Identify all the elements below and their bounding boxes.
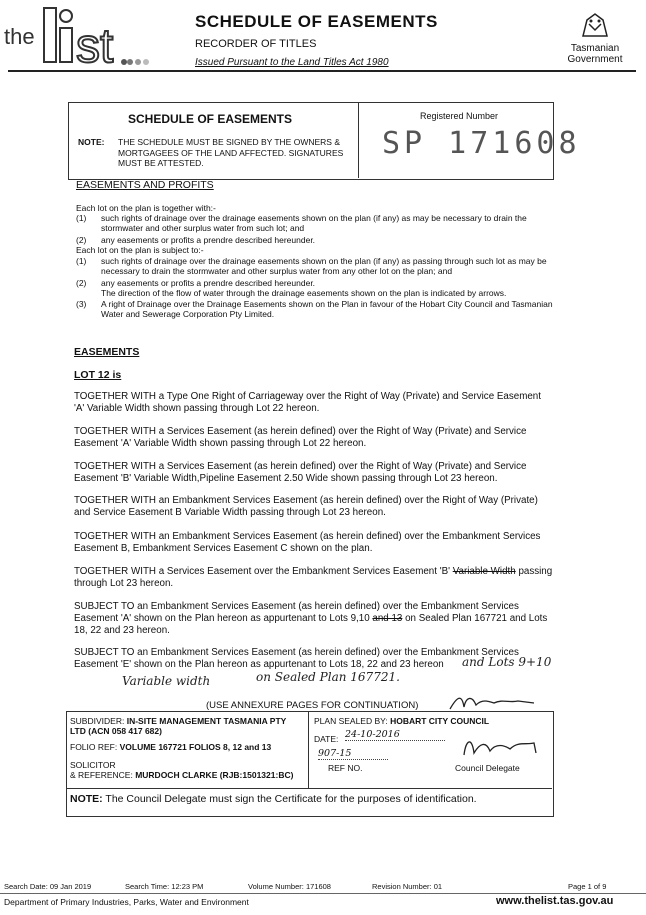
together-num-2: (2) [76, 235, 87, 245]
gov-line-1: Tasmanian [570, 43, 620, 54]
solicitor-label: SOLICITOR [70, 760, 116, 770]
direction-note: The direction of the flow of water through the drainage easements shown on the plan is indicated by arrows. [101, 288, 507, 298]
subject-num-2: (2) [76, 278, 87, 288]
handwritten-lots: and Lots 9+10 [462, 655, 552, 669]
date-label: DATE: [314, 734, 339, 744]
paragraph-6-a: TOGETHER WITH a Services Easement over the Embankment Services Easement 'B' [74, 566, 450, 577]
gov-line-2: Government [567, 54, 623, 65]
thelist-logo [4, 6, 154, 68]
easements-heading: EASEMENTS [74, 346, 140, 358]
ref-value: 907-15 [318, 748, 388, 760]
reference-label: & REFERENCE: [70, 770, 133, 780]
paragraph-7-strike: and 13 [372, 613, 403, 624]
note-label: NOTE: [78, 137, 105, 147]
folio-value: VOLUME 167721 FOLIOS 8, 12 and 13 [119, 742, 272, 752]
paragraph-7-b: on Sealed Plan 167721 and Lots 18, 22 and 23 hereon. [74, 613, 548, 636]
together-intro: Each lot on the plan is together with:- [76, 203, 216, 213]
paragraph-6-b: passing through Lot 23 hereon. [74, 566, 553, 589]
header-office: RECORDER OF TITLES [195, 38, 317, 50]
search-time: Search Time: 12:23 PM [125, 882, 204, 891]
header-title: SCHEDULE OF EASEMENTS [195, 12, 438, 31]
together-num-1: (1) [76, 213, 87, 223]
header-divider [8, 70, 636, 72]
together-item-1: such rights of drainage over the drainage easements shown on the plan (if any) as may be necessary to drain the stormwater and other surplus water from such lot; and [101, 213, 527, 233]
paragraph-8-line-2: Easement 'E' shown on the Plan hereon as appurtenant to Lots 18, 22 and 23 hereon [74, 659, 444, 670]
paragraph-4: TOGETHER WITH an Embankment Services Easement (as herein defined) over the Right of Way (Private) and Service Easement B Variable Width passing through Lot 23 hereon. [74, 495, 538, 518]
tasmanian-devil-icon [575, 10, 615, 40]
easements-profits-heading: EASEMENTS AND PROFITS [76, 179, 214, 191]
plan-sealed-block [314, 716, 550, 726]
item3-text: A right of Drainage over the Drainage Easements shown on the Plan in favour of the Hobart City Council and Tasmanian Water and Sewerage Corporation Pty Limited. [101, 299, 553, 319]
website-link[interactable]: www.thelist.tas.gov.au [496, 895, 614, 907]
item3-num: (3) [76, 299, 87, 309]
subdivider-value: IN-SITE MANAGEMENT TASMANIA PTY LTD (ACN 058 417 682) [70, 716, 287, 736]
paragraph-8-line-1: SUBJECT TO an Embankment Services Easement (as herein defined) over the Embankment Services [74, 647, 519, 658]
council-delegate-signature [460, 735, 540, 759]
volume-number: Volume Number: 171608 [248, 882, 331, 891]
panel-note [70, 793, 477, 805]
owner-signature [448, 693, 538, 713]
paragraph-3: TOGETHER WITH a Services Easement (as herein defined) over the Right of Way (Private) and Service Easement 'B' Variable Width,Pipeline Easement 2.50 Wide shown passing through Lot 23 hereon. [74, 461, 527, 484]
plan-sealed-value: HOBART CITY COUNCIL [390, 716, 490, 726]
continuation-note: (USE ANNEXURE PAGES FOR CONTINUATION) [206, 700, 419, 711]
subdivider-label: SUBDIVIDER: [70, 716, 125, 726]
subject-item-1: such rights of drainage over the drainage easements shown on the plan (if any) as passing through such lot as may be necessary to drain the stormwater and other surplus water from any other lot on the plan; and [101, 256, 547, 276]
delegate-label: Council Delegate [455, 763, 520, 773]
panel-note-divider [66, 788, 552, 789]
paragraph-5: TOGETHER WITH an Embankment Services Easement (as herein defined) over the Embankment Services Easement B, Embankment Services Easement C shown on the plan. [74, 531, 541, 554]
date-value: 24-10-2016 [345, 729, 445, 741]
box-divider [358, 102, 359, 178]
paragraph-1: TOGETHER WITH a Type One Right of Carriageway over the Right of Way (Private) and Service Easement 'A' Variable Width shown passing through Lot 22 hereon. [74, 391, 541, 414]
department: Department of Primary Industries, Parks, Water and Environment [4, 897, 249, 907]
together-item-2: any easements or profits a prendre described hereunder. [101, 235, 316, 245]
registered-label: Registered Number [420, 111, 499, 121]
panel-note-text: The Council Delegate must sign the Certificate for the purposes of identification. [105, 793, 477, 805]
subject-item-2: any easements or profits a prendre described hereunder. [101, 278, 316, 288]
folio-label: FOLIO REF: [70, 742, 118, 752]
lot-heading: LOT 12 is [74, 369, 122, 381]
paragraph-6-strike: Variable Width [452, 566, 516, 577]
reference-value: MURDOCH CLARKE (RJB:1501321:BC) [135, 770, 294, 780]
panel-note-label: NOTE: [70, 793, 103, 805]
handwritten-sealed-plan: on Sealed Plan 167721. [256, 670, 400, 684]
svg-text:st: st [76, 20, 114, 68]
footer-divider [0, 893, 646, 894]
note-text: THE SCHEDULE MUST BE SIGNED BY THE OWNERS & MORTGAGEES OF THE LAND AFFECTED. SIGNATURES MUST BE ATTESTED. [118, 137, 344, 168]
doc-title: SCHEDULE OF EASEMENTS [128, 112, 293, 126]
folio-block [70, 742, 306, 752]
paragraph-7-a: SUBJECT TO an Embankment Services Easement (as herein defined) over the Embankment Services Easement 'A' shown on the Plan hereon as appurtenant to Lots 9,10 [74, 601, 519, 624]
panel-divider [308, 711, 309, 788]
revision-number: Revision Number: 01 [372, 882, 443, 891]
subject-intro: Each lot on the plan is subject to:- [76, 245, 204, 255]
page-number: Page 1 of 9 [568, 882, 607, 891]
ref-label: REF NO. [328, 763, 363, 773]
paragraph-2: TOGETHER WITH a Services Easement (as herein defined) over the Right of Way (Private) and Service Easement 'A' Variable Width shown passing through Lot 22 hereon. [74, 426, 527, 449]
subdivider-block [70, 716, 302, 736]
plan-sealed-label: PLAN SEALED BY: [314, 716, 388, 726]
tasmanian-government-logo [560, 10, 630, 65]
paragraph-6 [74, 566, 554, 590]
reference-block [70, 770, 306, 780]
header-act: Issued Pursuant to the Land Titles Act 1980 [195, 57, 389, 68]
handwritten-variable-width: Variable width [122, 674, 211, 688]
subject-num-1: (1) [76, 256, 87, 266]
paragraph-7 [74, 601, 554, 637]
registered-number: SP 171608 [382, 126, 581, 161]
search-date: Search Date: 09 Jan 2019 [4, 882, 92, 891]
svg-text:the: the [4, 24, 35, 49]
